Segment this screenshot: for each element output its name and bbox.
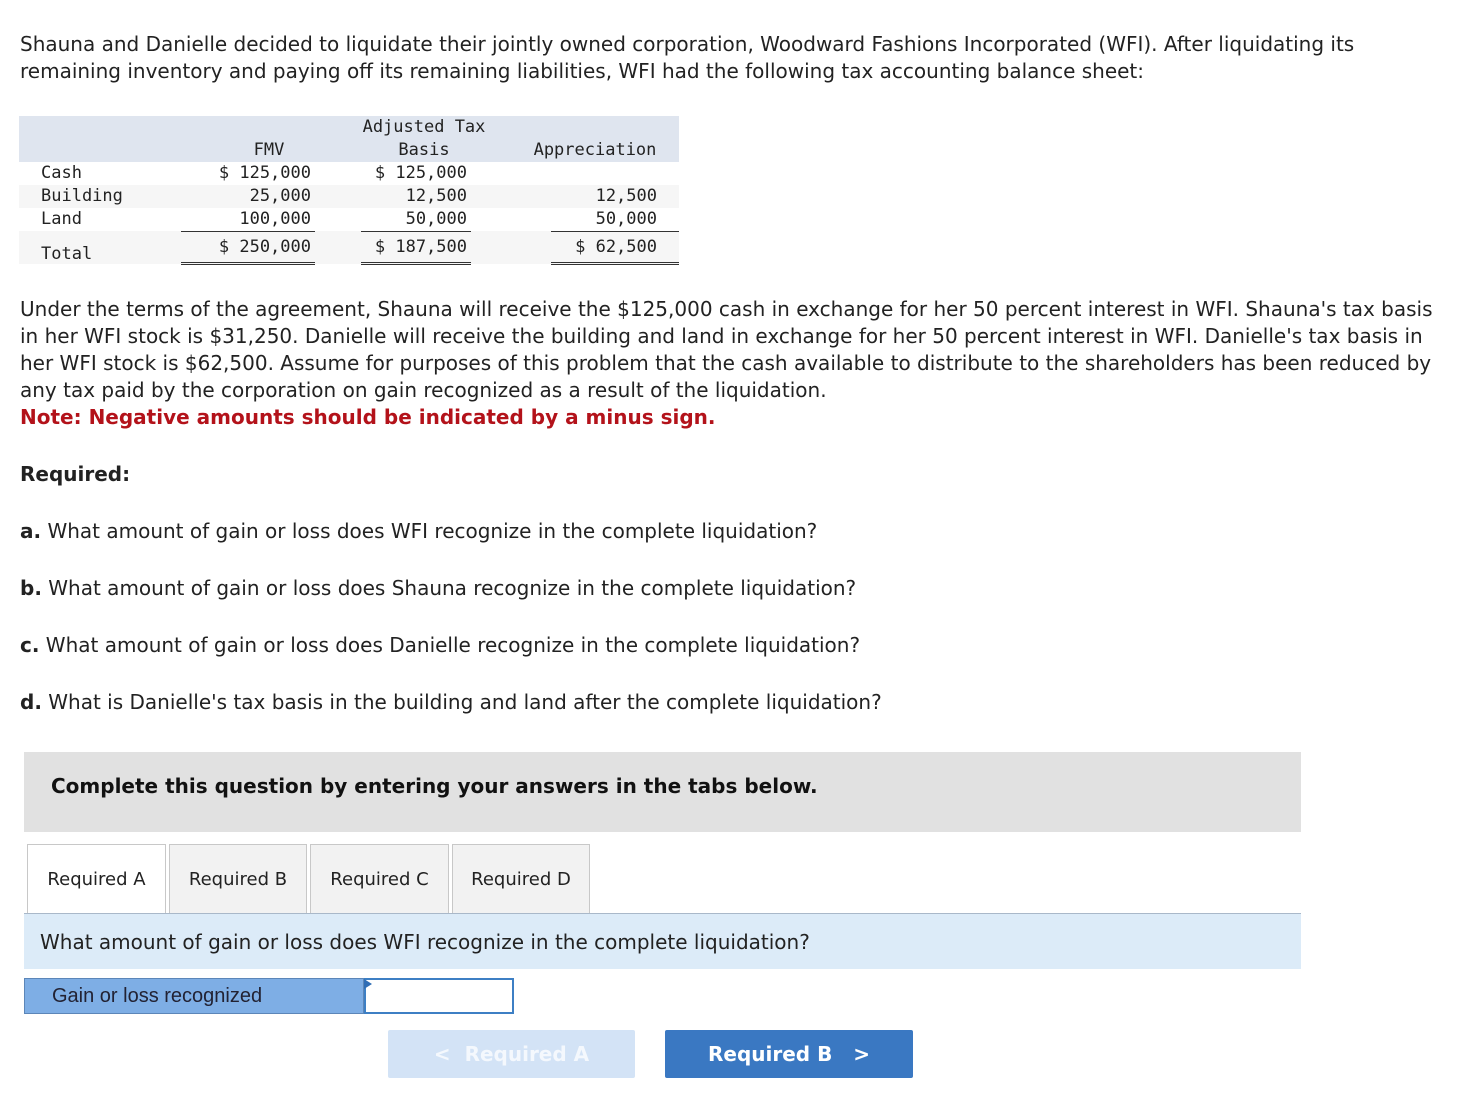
- tab-required-d[interactable]: Required D: [452, 844, 590, 914]
- question-b: b. What amount of gain or loss does Shauna recognize in the complete liquidation?: [20, 576, 857, 600]
- prev-button-label: Required A: [464, 1042, 590, 1066]
- land-fmv: 100,000: [239, 209, 311, 229]
- question-d: d. What is Danielle's tax basis in the building and land after the complete liquidation?: [20, 690, 882, 714]
- balance-sheet-table: [19, 116, 679, 268]
- gain-or-loss-input[interactable]: [364, 978, 514, 1014]
- required-heading: Required:: [20, 462, 131, 486]
- negative-amount-note: Note: Negative amounts should be indicated by a minus sign.: [20, 405, 716, 429]
- instruction-band: [24, 752, 1301, 832]
- row-label-cash: Cash: [41, 163, 82, 183]
- question-a: a. What amount of gain or loss does WFI recognize in the complete liquidation?: [20, 519, 818, 543]
- next-button-label: Required B: [708, 1042, 833, 1066]
- tab-required-b[interactable]: Required B: [169, 844, 307, 914]
- terms-paragraph: [20, 296, 1440, 431]
- question-c: c. What amount of gain or loss does Danielle recognize in the complete liquidation?: [20, 633, 861, 657]
- prev-required-a-button[interactable]: [388, 1030, 635, 1078]
- row-label-land: Land: [41, 209, 82, 229]
- chevron-left-icon: <: [433, 1042, 451, 1066]
- land-basis: 50,000: [405, 209, 467, 229]
- tab-required-a[interactable]: Required A: [27, 844, 166, 914]
- header-appreciation: Appreciation: [533, 140, 657, 160]
- active-question-bar: [24, 914, 1301, 969]
- building-basis: 12,500: [405, 186, 467, 206]
- header-fmv: FMV: [253, 140, 285, 160]
- building-appreciation: 12,500: [595, 186, 657, 206]
- input-marker-icon: [364, 979, 372, 989]
- total-appreciation: $ 62,500: [575, 237, 657, 257]
- cash-basis: $ 125,000: [374, 163, 467, 183]
- terms-text: Under the terms of the agreement, Shauna will receive the $125,000 cash in exchange for her 50 percent interest in WFI. Shauna's tax basis in her WFI stock is $31,250. Danielle will receive the building and land in exchange for her 50 percent interest in WFI. Danielle's tax basis in her WFI stock is $62,500. Assume for purposes of this problem that the cash available to distribute to the shareholders has been reduced by any tax paid by the corporation on gain recognized as a result of the liquidation.: [20, 297, 1433, 402]
- header-basis-line1: Adjusted Tax: [362, 117, 486, 137]
- cash-fmv: $ 125,000: [218, 163, 311, 183]
- appreciation-total-rule: [551, 231, 679, 232]
- header-basis-line2: Basis: [398, 140, 450, 160]
- basis-total-rule: [361, 231, 471, 232]
- chevron-right-icon: >: [853, 1042, 870, 1066]
- fmv-total-rule: [181, 231, 315, 232]
- total-fmv: $ 250,000: [218, 237, 311, 257]
- building-fmv: 25,000: [249, 186, 311, 206]
- intro-paragraph: Shauna and Danielle decided to liquidate their jointly owned corporation, Woodward Fashions Incorporated (WFI). After liquidating its remaining inventory and paying off its remaining liabilities, WFI had the following tax accounting balance sheet:: [20, 32, 1355, 83]
- instruction-text: Complete this question by entering your answers in the tabs below.: [51, 774, 818, 798]
- land-appreciation: 50,000: [595, 209, 657, 229]
- next-required-b-button[interactable]: [665, 1030, 913, 1078]
- tab-required-c[interactable]: Required C: [310, 844, 449, 914]
- active-question-text: What amount of gain or loss does WFI recognize in the complete liquidation?: [40, 930, 810, 954]
- answer-label: Gain or loss recognized: [24, 978, 364, 1014]
- total-basis: $ 187,500: [374, 237, 467, 257]
- row-label-total: Total: [41, 244, 93, 264]
- row-label-building: Building: [41, 186, 123, 206]
